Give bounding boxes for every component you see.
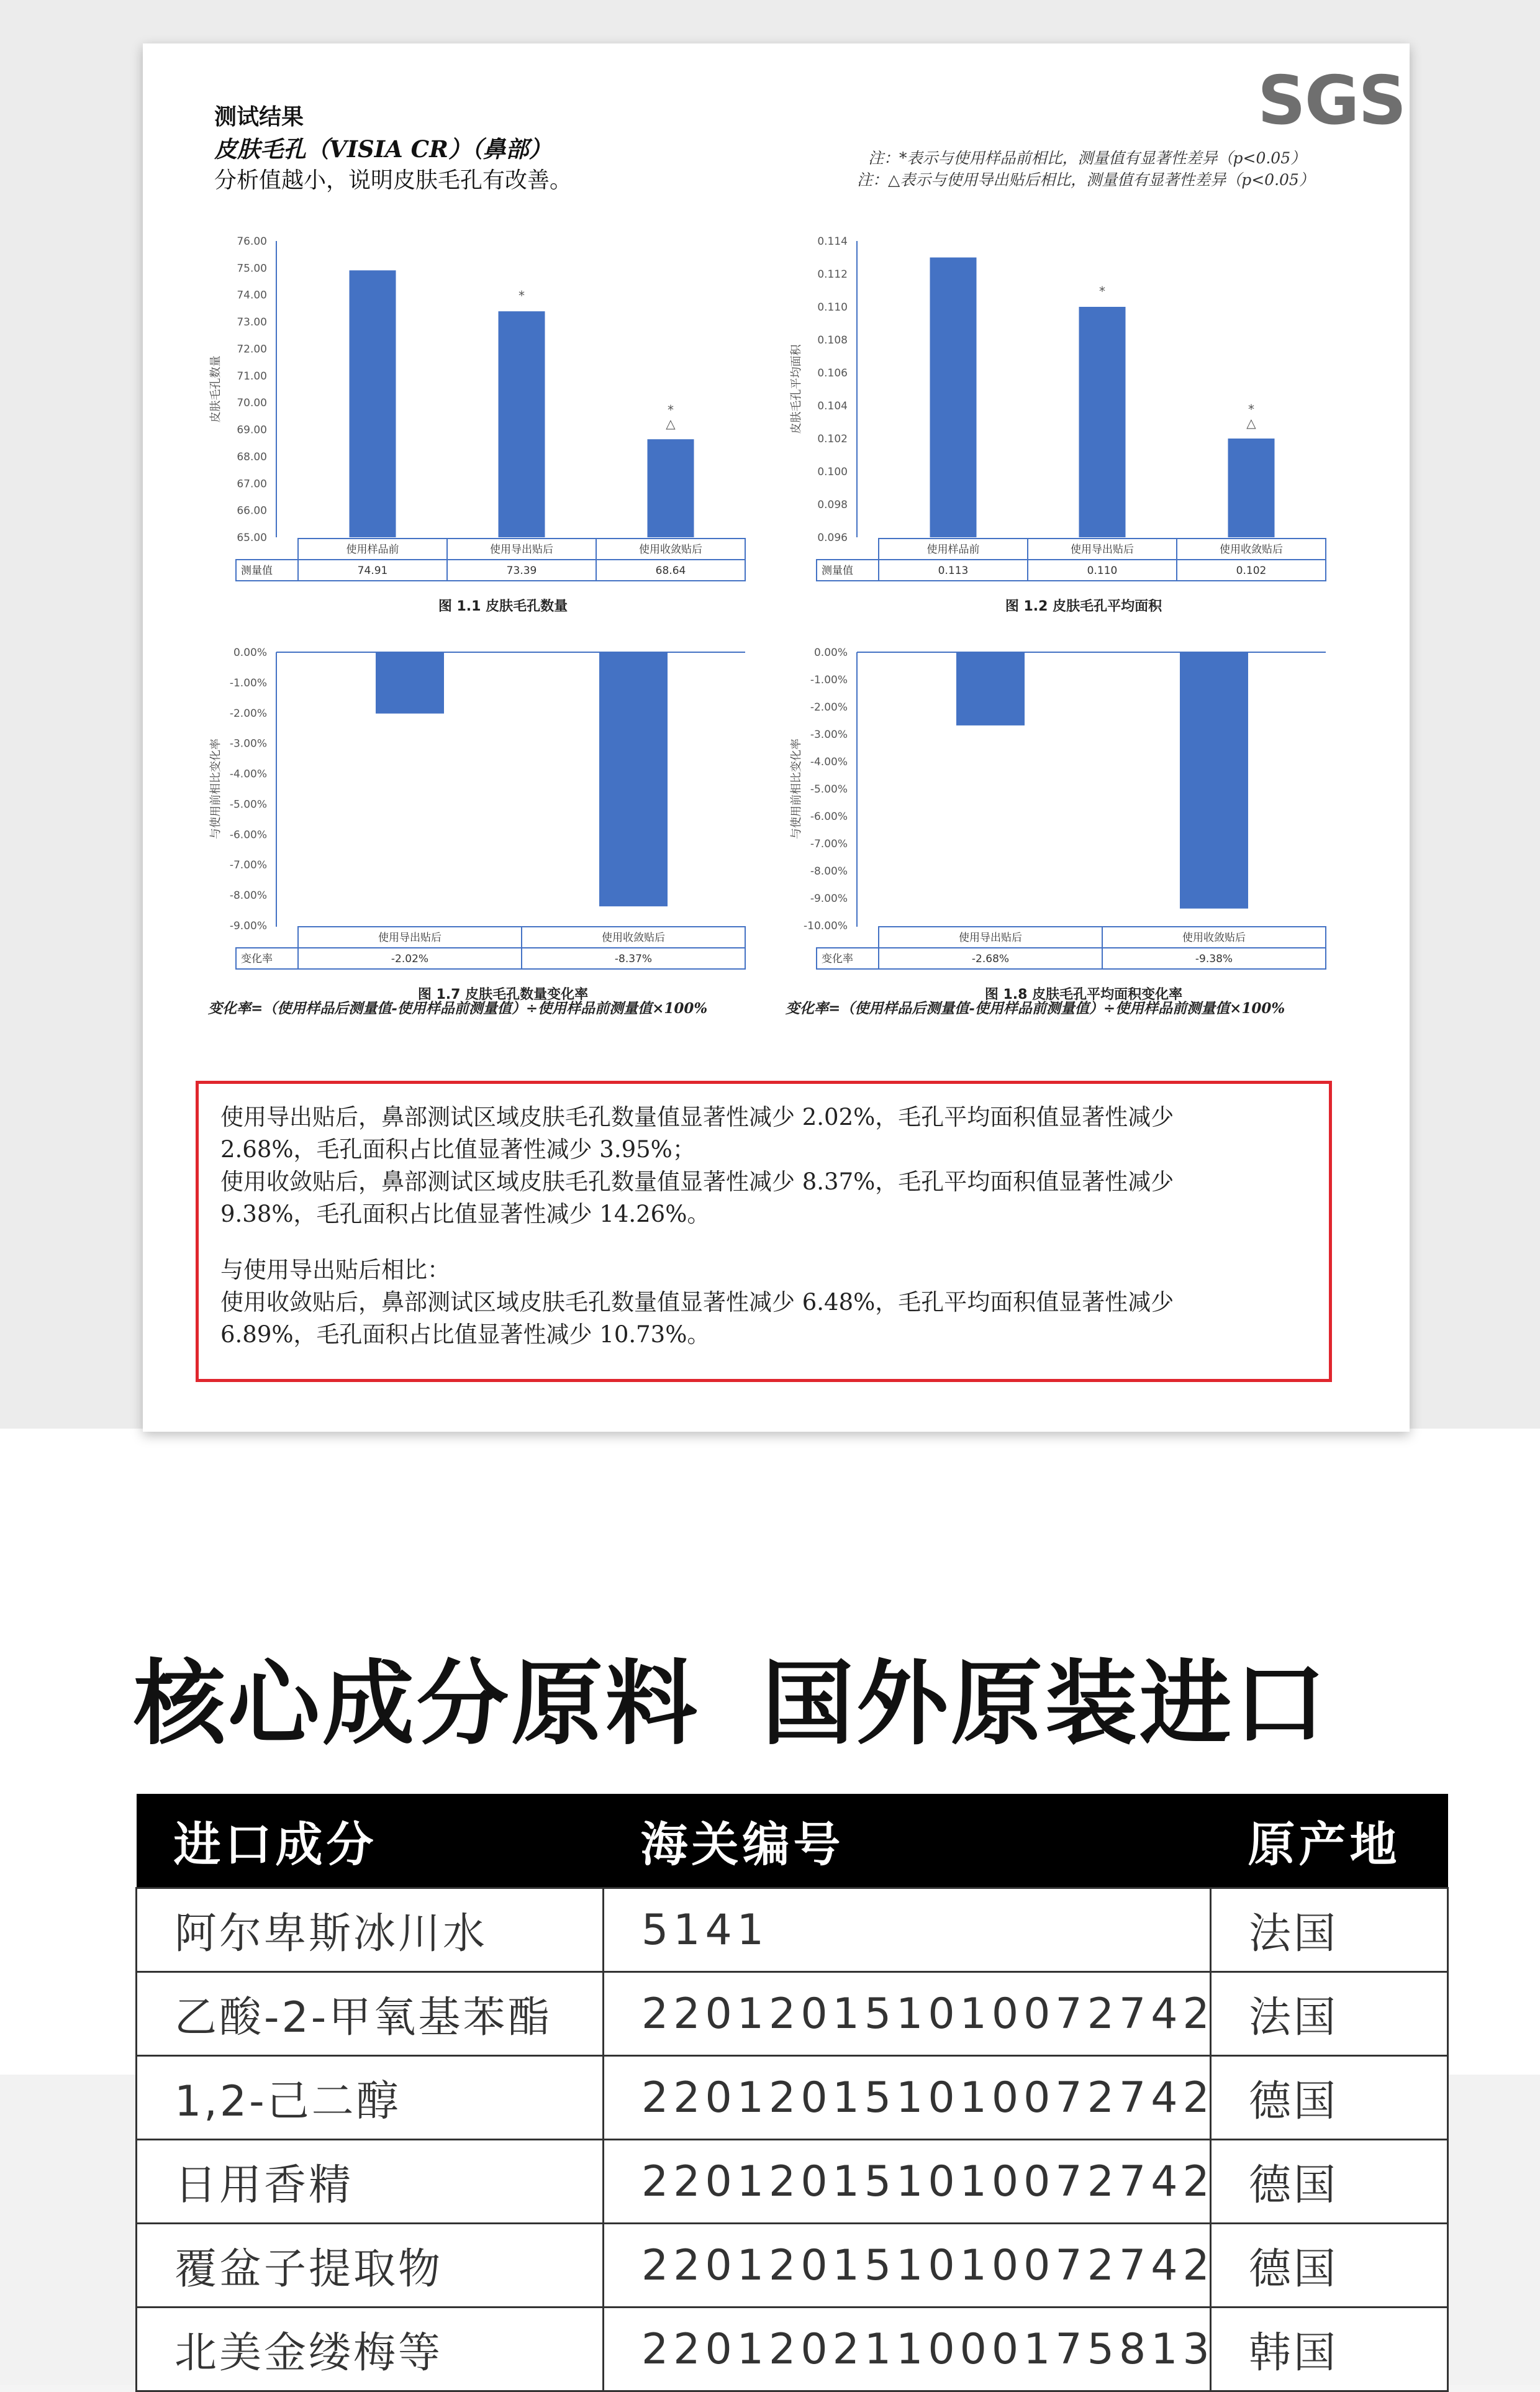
cell-origin: 韩国 <box>1211 2308 1448 2391</box>
y-tick-label: 0.112 <box>817 268 848 281</box>
y-tick-label: -4.00% <box>810 756 848 768</box>
category-label: 使用收敛贴后 <box>639 543 702 556</box>
y-tick-label: -5.00% <box>810 783 848 796</box>
report-title: 测试结果 <box>214 104 304 130</box>
category-label: 使用导出贴后 <box>959 932 1022 944</box>
y-tick-label: 0.00% <box>813 647 848 659</box>
y-tick-label: -1.00% <box>810 674 848 686</box>
y-tick-label: 0.102 <box>817 433 848 445</box>
category-label: 使用导出贴后 <box>1071 543 1134 556</box>
table-row-label: 变化率 <box>822 953 853 965</box>
data-value-label: -8.37% <box>614 953 653 965</box>
data-value-label: -2.02% <box>391 953 429 965</box>
table-row-label: 变化率 <box>241 953 273 965</box>
report-description: 分析值越小，说明皮肤毛孔有改善。 <box>214 168 573 193</box>
y-tick-label: -8.00% <box>229 889 267 903</box>
y-tick-label: 73.00 <box>237 316 267 329</box>
cell-origin: 德国 <box>1211 2140 1448 2224</box>
bar <box>350 270 396 537</box>
data-value-label: 0.102 <box>1236 565 1267 577</box>
sgs-logo: SGS <box>1257 62 1406 140</box>
chart-title: 图 1.1 皮肤毛孔数量 <box>438 599 568 614</box>
data-value-label: 73.39 <box>506 565 537 577</box>
significance-mark: * <box>1248 402 1254 417</box>
conclusion-line: 9.38%，毛孔面积占比值显著性减少 14.26%。 <box>220 1201 710 1227</box>
cell-origin: 法国 <box>1211 1972 1448 2056</box>
table-row <box>137 2140 1448 2224</box>
conclusion-line: 与使用导出贴后相比： <box>220 1257 450 1283</box>
y-axis-label: 与使用前相比变化率 <box>790 739 803 839</box>
y-axis-label: 皮肤毛孔平均面积 <box>790 344 803 434</box>
chart-pore-area <box>789 224 1348 646</box>
y-tick-label: -3.00% <box>229 737 267 750</box>
cell-customs-code: 220120151010072742 <box>604 2140 1211 2224</box>
heading-part-1: 核心成分原料 <box>134 1650 700 1757</box>
y-tick-label: 66.00 <box>237 504 267 517</box>
cell-customs-code: 220120151010072742 <box>604 2224 1211 2308</box>
chart-pore-area-change <box>789 627 1348 1006</box>
y-axis-label: 与使用前相比变化率 <box>209 739 222 839</box>
test-report-sheet <box>143 43 1410 1432</box>
y-tick-label: 0.108 <box>817 334 848 347</box>
y-tick-label: 67.00 <box>237 478 267 491</box>
significance-mark: △ <box>666 416 676 432</box>
table-row-label: 测量值 <box>241 565 273 577</box>
chart-title: 图 1.7 皮肤毛孔数量变化率 <box>417 987 589 1003</box>
data-value-label: 74.91 <box>357 565 388 577</box>
y-tick-label: -2.00% <box>229 707 267 720</box>
y-tick-label: -7.00% <box>229 859 267 872</box>
y-tick-label: 0.00% <box>233 647 267 659</box>
y-tick-label: 0.110 <box>817 301 848 314</box>
bar <box>1228 439 1275 537</box>
data-value-label: -9.38% <box>1195 953 1233 965</box>
cell-customs-code: 220120151010072742 <box>604 2056 1211 2140</box>
bar <box>1079 307 1126 537</box>
table-row <box>137 1888 1448 1972</box>
conclusion-box <box>196 1081 1332 1382</box>
table-header-row <box>137 1794 1448 1888</box>
cell-customs-code: 5141 <box>604 1888 1211 1972</box>
chart-title: 图 1.8 皮肤毛孔平均面积变化率 <box>984 987 1183 1003</box>
data-value-label: 68.64 <box>655 565 686 577</box>
y-tick-label: 68.00 <box>237 450 267 463</box>
chart-title: 图 1.2 皮肤毛孔平均面积 <box>1005 599 1162 614</box>
y-tick-label: 75.00 <box>237 262 267 275</box>
conclusion-line: 使用收敛贴后，鼻部测试区域皮肤毛孔数量值显著性减少 6.48%，毛孔平均面积值显著性减少 <box>220 1289 1174 1316</box>
table-row <box>137 2224 1448 2308</box>
y-tick-label: -5.00% <box>229 798 267 811</box>
y-tick-label: 0.096 <box>817 532 848 544</box>
category-label: 使用导出贴后 <box>490 543 553 556</box>
y-tick-label: 70.00 <box>237 397 267 410</box>
category-label: 使用收敛贴后 <box>602 932 665 944</box>
cell-ingredient: 乙酸-2-甲氧基苯酯 <box>137 1972 604 2056</box>
category-label: 使用收敛贴后 <box>1220 543 1283 556</box>
bar <box>930 258 977 538</box>
bar <box>599 652 668 906</box>
table-value-row <box>817 948 1326 969</box>
chart-pore-count <box>208 224 767 646</box>
data-value-label: 0.110 <box>1087 565 1118 577</box>
formula-left: 变化率=（使用样品后测量值-使用样品前测量值）÷使用样品前测量值×100% <box>208 1000 708 1017</box>
cell-origin: 法国 <box>1211 1888 1448 1972</box>
heading-part-2: 国外原装进口 <box>762 1650 1328 1757</box>
table-row-label: 测量值 <box>822 565 853 577</box>
y-tick-label: 74.00 <box>237 289 267 302</box>
cell-customs-code: 220120151010072742 <box>604 1972 1211 2056</box>
ingredients-table <box>135 1794 1449 2392</box>
y-tick-label: -9.00% <box>810 893 848 905</box>
significance-note-2: 注：△表示与使用导出贴后相比，测量值有显著性差异（p<0.05） <box>857 171 1315 189</box>
header-origin: 原产地 <box>1211 1794 1448 1888</box>
y-tick-label: 0.098 <box>817 499 848 511</box>
cell-ingredient: 日用香精 <box>137 2140 604 2224</box>
y-tick-label: 76.00 <box>237 235 267 248</box>
y-tick-label: 0.106 <box>817 367 848 380</box>
bar <box>956 652 1025 725</box>
data-value-label: -2.68% <box>971 953 1010 965</box>
y-tick-label: 71.00 <box>237 370 267 383</box>
category-label: 使用样品前 <box>926 543 980 556</box>
header-ingredient: 进口成分 <box>137 1794 604 1888</box>
cell-ingredient: 覆盆子提取物 <box>137 2224 604 2308</box>
significance-mark: * <box>668 402 674 418</box>
y-tick-label: -6.00% <box>810 811 848 823</box>
bar <box>499 311 545 537</box>
chart-pore-count-change <box>208 627 767 1006</box>
y-tick-label: 65.00 <box>237 532 267 544</box>
y-tick-label: 0.114 <box>817 235 848 248</box>
y-tick-label: 72.00 <box>237 343 267 356</box>
table-value-row <box>236 948 745 969</box>
y-tick-label: 0.104 <box>817 400 848 412</box>
cell-ingredient: 北美金缕梅等 <box>137 2308 604 2391</box>
y-tick-label: -4.00% <box>229 768 267 781</box>
y-tick-label: -9.00% <box>229 920 267 932</box>
y-tick-label: -10.00% <box>804 920 848 932</box>
significance-mark: * <box>1099 284 1105 299</box>
significance-mark: * <box>519 288 525 304</box>
cell-origin: 德国 <box>1211 2056 1448 2140</box>
y-tick-label: 69.00 <box>237 424 267 437</box>
table-row <box>137 1972 1448 2056</box>
significance-mark: △ <box>1246 416 1256 430</box>
formula-right: 变化率=（使用样品后测量值-使用样品前测量值）÷使用样品前测量值×100% <box>786 1000 1285 1017</box>
category-label: 使用样品前 <box>346 543 399 556</box>
y-tick-label: -3.00% <box>810 729 848 741</box>
cell-ingredient: 阿尔卑斯冰川水 <box>137 1888 604 1972</box>
cell-ingredient: 1,2-己二醇 <box>137 2056 604 2140</box>
y-tick-label: 0.100 <box>817 466 848 478</box>
section-heading <box>134 1630 1390 1762</box>
spacer <box>220 1230 1307 1254</box>
category-label: 使用收敛贴后 <box>1182 932 1246 944</box>
significance-note-1: 注：*表示与使用样品前相比，测量值有显著性差异（p<0.05） <box>868 149 1307 167</box>
y-tick-label: -8.00% <box>810 865 848 878</box>
bar <box>1180 652 1248 909</box>
table-row <box>137 2308 1448 2391</box>
conclusion-line: 2.68%，毛孔面积占比值显著性减少 3.95%； <box>220 1136 695 1163</box>
bar <box>376 652 444 714</box>
conclusion-line: 使用导出贴后，鼻部测试区域皮肤毛孔数量值显著性减少 2.02%，毛孔平均面积值显著性减少 <box>220 1104 1174 1130</box>
conclusion-line: 使用收敛贴后，鼻部测试区域皮肤毛孔数量值显著性减少 8.37%，毛孔平均面积值显著性减少 <box>220 1168 1174 1195</box>
bar <box>648 439 694 537</box>
y-tick-label: -7.00% <box>810 838 848 850</box>
header-customs-code: 海关编号 <box>604 1794 1211 1888</box>
y-tick-label: -6.00% <box>229 829 267 842</box>
y-tick-label: -1.00% <box>229 676 267 689</box>
cell-origin: 德国 <box>1211 2224 1448 2308</box>
cell-customs-code: 220120211000175813 <box>604 2308 1211 2391</box>
data-value-label: 0.113 <box>938 565 969 577</box>
report-subtitle: 皮肤毛孔（VISIA CR）（鼻部） <box>214 135 552 163</box>
conclusion-line: 6.89%，毛孔面积占比值显著性减少 10.73%。 <box>220 1321 710 1348</box>
y-axis-label: 皮肤毛孔数量 <box>209 355 222 423</box>
table-row <box>137 2056 1448 2140</box>
category-label: 使用导出贴后 <box>378 932 442 944</box>
y-tick-label: -2.00% <box>810 701 848 714</box>
